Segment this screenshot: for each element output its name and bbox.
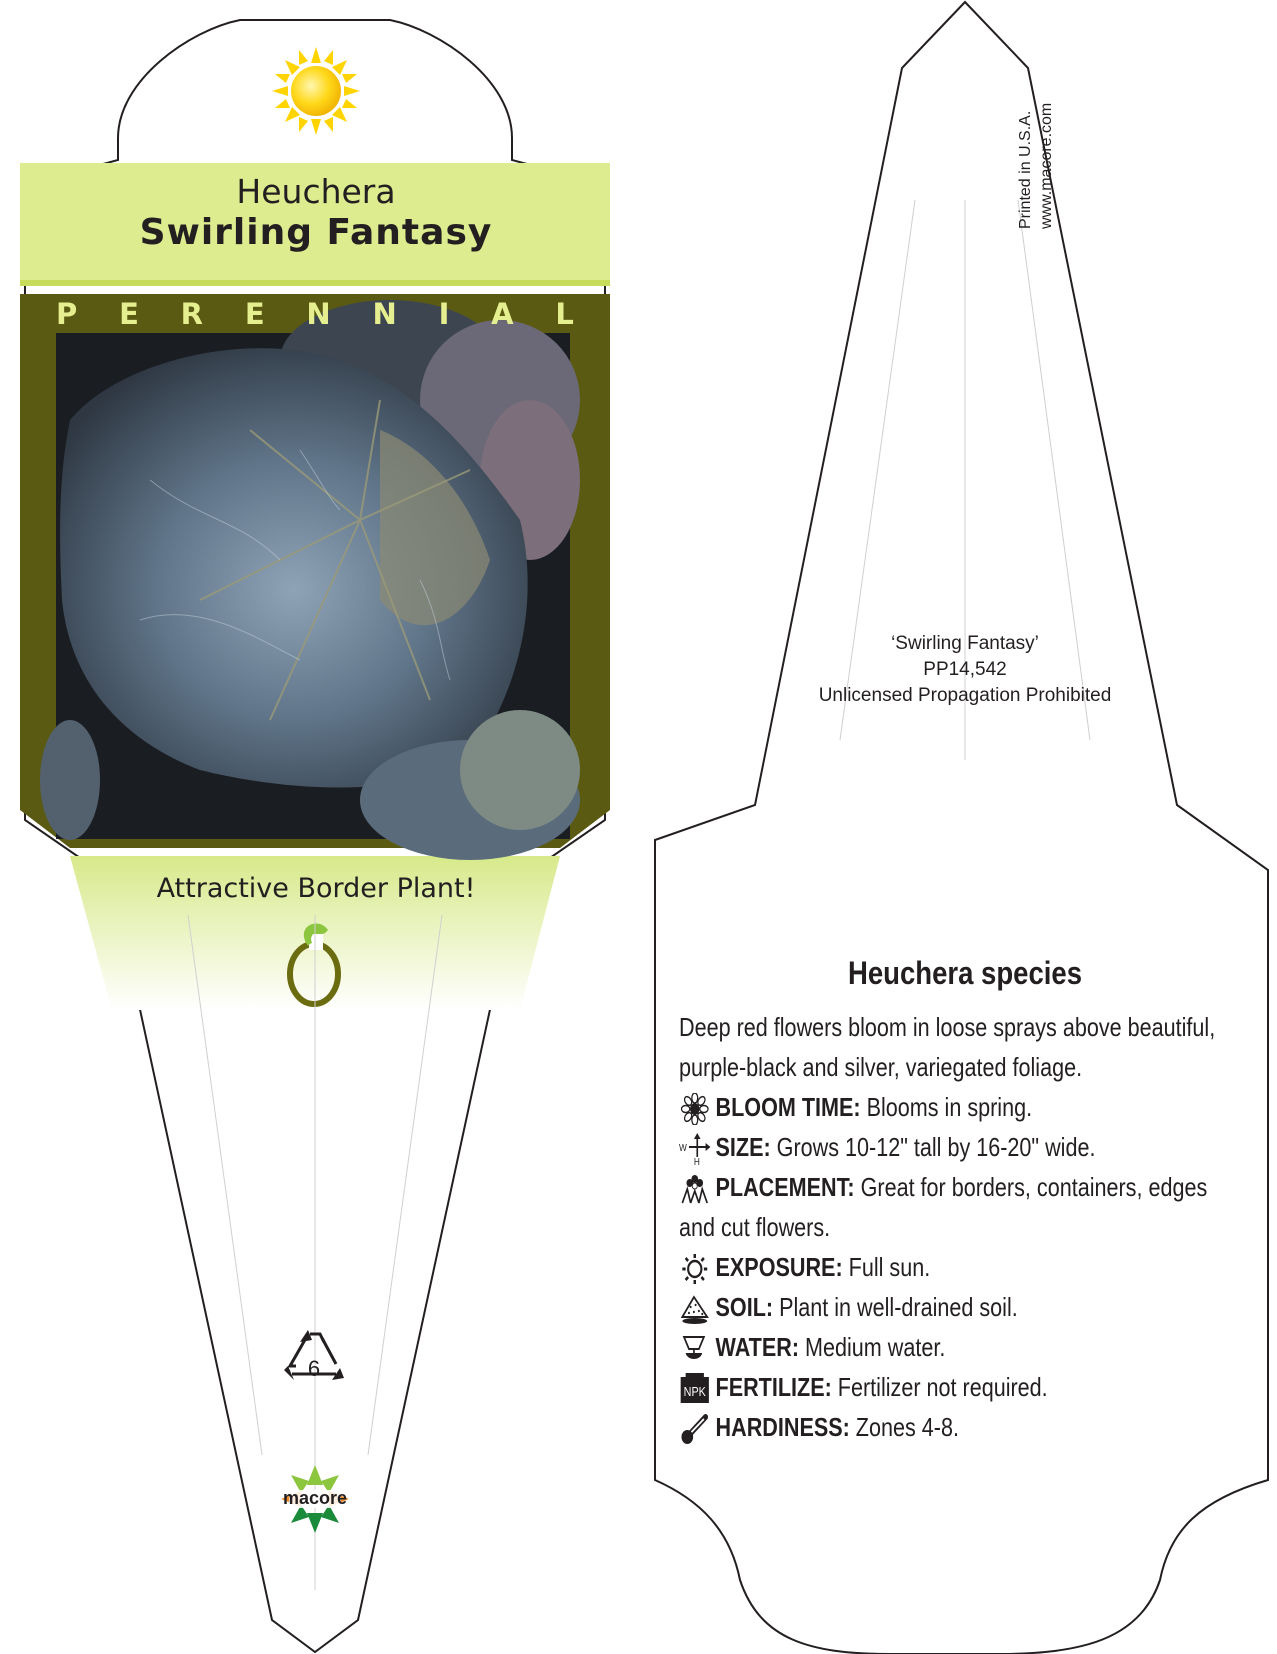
exposure-value: Full sun. <box>842 1252 931 1282</box>
hardiness-label: HARDINESS: <box>715 1412 850 1442</box>
attribute-fertilize <box>679 1367 1260 1407</box>
bloom-time-label: BLOOM TIME: <box>715 1092 861 1122</box>
fertilize-value: Fertilizer not required. <box>831 1372 1048 1402</box>
placement-icon <box>679 1173 711 1205</box>
patent-variety: ‘Swirling Fantasy’ <box>891 633 1039 654</box>
attribute-exposure <box>679 1247 1260 1287</box>
water-value: Medium water. <box>799 1332 946 1362</box>
category-letter: R <box>180 297 204 331</box>
npk-icon <box>679 1373 711 1405</box>
soil-icon <box>679 1293 711 1325</box>
npk-text: NPK <box>683 1384 706 1400</box>
size-arrows-icon <box>679 1133 711 1165</box>
placement-value: Great for borders, containers, edges <box>854 1172 1208 1202</box>
bloom-time-value: Blooms in spring. <box>860 1092 1033 1122</box>
category-letter: A <box>491 297 514 331</box>
placement-label: PLACEMENT: <box>715 1172 855 1202</box>
brand-name: macore <box>282 1488 348 1508</box>
size-h-letter: H <box>693 1156 700 1166</box>
attribute-water <box>679 1327 1260 1367</box>
website: www.macore.com <box>1038 102 1055 229</box>
sun-icon <box>272 47 360 135</box>
water-icon <box>679 1333 711 1365</box>
category-letter: I <box>438 297 450 331</box>
attribute-bloom-time <box>679 1087 1260 1127</box>
water-label: WATER: <box>715 1332 800 1362</box>
attribute-soil <box>679 1287 1260 1327</box>
attribute-size <box>679 1127 1260 1167</box>
size-w-letter: W <box>679 1142 687 1154</box>
category-letter: E <box>244 297 265 331</box>
category-letter: E <box>119 297 139 331</box>
recycle-number: 6 <box>307 1356 321 1381</box>
placement-continuation: and cut flowers. <box>679 1212 831 1242</box>
plant-photo <box>40 300 580 860</box>
category-letter: N <box>372 297 397 331</box>
printed-in-usa <box>1015 49 1057 229</box>
thermometer-icon <box>679 1413 711 1445</box>
size-label: SIZE: <box>715 1132 771 1162</box>
soil-label: SOIL: <box>715 1292 774 1322</box>
description-line: Deep red flowers bloom in loose sprays above beautiful, <box>679 1012 1216 1042</box>
category-letter: P <box>56 297 78 331</box>
attribute-placement <box>679 1167 1260 1207</box>
hardiness-value: Zones 4-8. <box>849 1412 959 1442</box>
plant-description <box>679 1007 1260 1447</box>
attribute-hardiness <box>679 1407 1260 1447</box>
size-value: Grows 10-12" tall by 16-20" wide. <box>770 1132 1096 1162</box>
patent-propagation: Unlicensed Propagation Prohibited <box>818 685 1112 706</box>
plant-genus: Heuchera <box>236 172 396 211</box>
category-letter: N <box>306 297 331 331</box>
patent-number: PP14,542 <box>923 659 1007 680</box>
plant-variety: Swirling Fantasy <box>139 212 493 253</box>
soil-value: Plant in well-drained soil. <box>773 1292 1018 1322</box>
sun-outline-icon <box>679 1253 711 1285</box>
patent-notice <box>760 631 1170 709</box>
fertilize-label: FERTILIZE: <box>715 1372 832 1402</box>
category-label <box>56 297 574 331</box>
tagline: Attractive Border Plant! <box>156 873 476 904</box>
printed-line1: Printed in U.S.A. <box>1017 110 1034 229</box>
description-line: purple-black and silver, variegated foliage. <box>679 1052 1083 1082</box>
exposure-label: EXPOSURE: <box>715 1252 843 1282</box>
category-letter: L <box>555 297 574 331</box>
species-title: Heuchera species <box>847 955 1083 991</box>
flower-icon <box>679 1093 711 1125</box>
